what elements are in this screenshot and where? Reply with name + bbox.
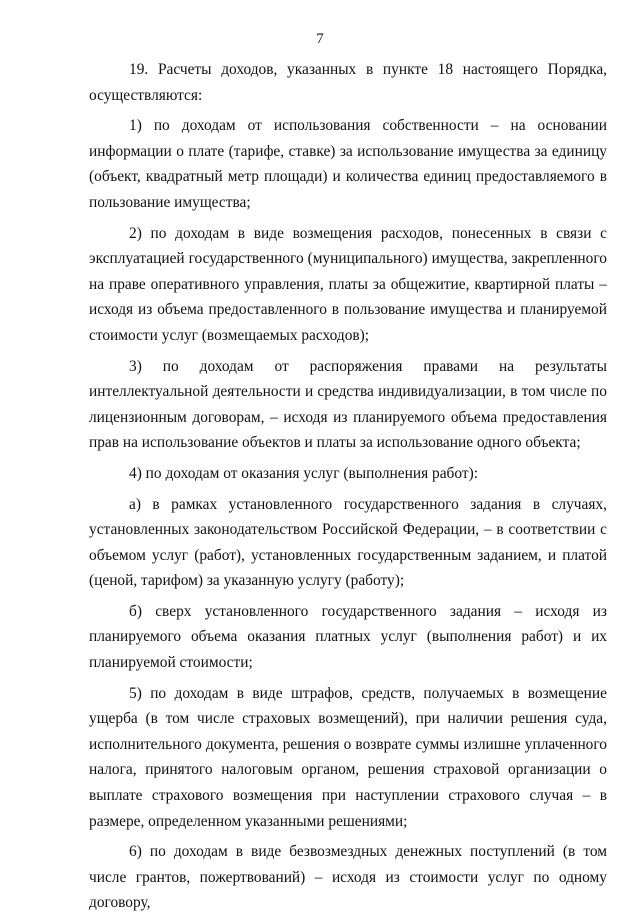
paragraph-item-4: 4) по доходам от оказания услуг (выполнения работ): xyxy=(129,464,478,482)
paragraph-item-5: 5) по доходам в виде штрафов, средств, получаемых в возмещение ущерба (в том числе страховых возмещений), при наличии решения суда, исполнительного документа, решения о возврате суммы излишне уплаченного налога, принятого налоговым органом, решения страховой организации о выплате страхового возмещения при наступлении страхового случая – в размере, определенном указанными решениями; xyxy=(89,684,607,830)
paragraph-item-1: 1) по доходам от использования собственности – на основании информации о плате (тарифе, ставке) за использование имущества за единицу (объект, квадратный метр площади) и количества единиц предоставляемого в пользование имущества; xyxy=(89,117,607,211)
paragraph-item-4a: а) в рамках установленного государственного задания в случаях, установленных законодательством Российской Федерации, – в соответствии с объемом услуг (работ), установленных государственным заданием, и платой (ценой, тарифом) за указанную услугу (работу); xyxy=(89,495,607,590)
document-body xyxy=(89,57,607,921)
paragraph-19: 19. Расчеты доходов, указанных в пункте 18 настоящего Порядка, осуществляются: xyxy=(89,61,607,104)
paragraph-item-2: 2) по доходам в виде возмещения расходов, понесенных в связи с эксплуатацией государственного (муниципального) имущества, закрепленного на праве оперативного управления, платы за общежитие, квартирной платы – исходя из объема предоставленного в пользование имущества и планируемой стоимости услуг (возмещаемых расходов); xyxy=(89,224,607,344)
paragraph-item-3: 3) по доходам от распоряжения правами на результаты интеллектуальной деятельности и средства индивидуализации, в том числе по лицензионным договорам, – исходя из планируемого объема предоставления прав на использование объектов и платы за использование одного объекта; xyxy=(89,357,607,452)
paragraph-item-6: 6) по доходам в виде безвозмездных денежных поступлений (в том числе грантов, пожертвований) – исходя из стоимости услуг по одному договору, xyxy=(89,843,607,912)
paragraph-item-4b: б) сверх установленного государственного задания – исходя из планируемого объема оказания платных услуг (выполнения работ) и их планируемой стоимости; xyxy=(89,602,607,672)
page-number: 7 xyxy=(316,31,324,47)
